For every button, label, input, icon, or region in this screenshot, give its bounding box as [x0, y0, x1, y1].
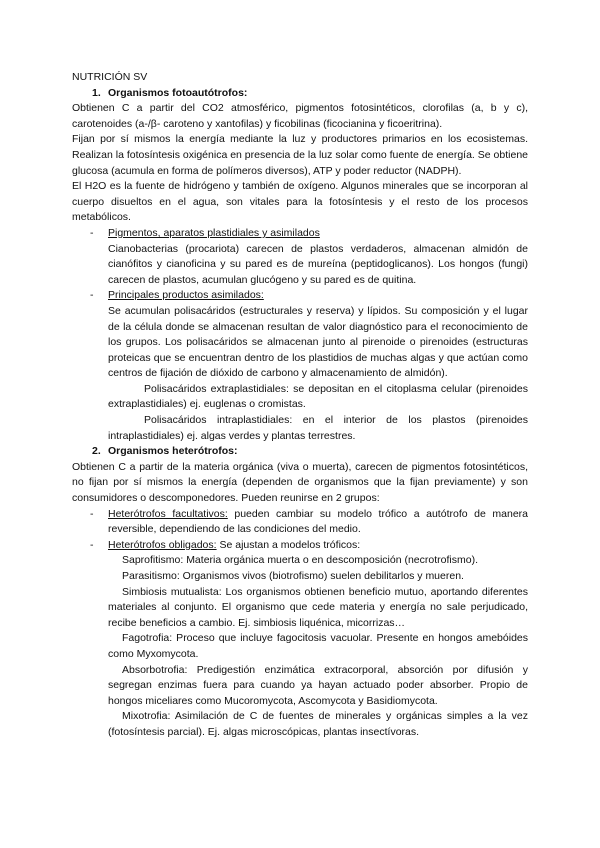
section-1-bullet-1 — [72, 226, 528, 242]
section-2-bullet-2 — [72, 538, 528, 554]
section-2-paragraph-1: Obtienen C a partir de la materia orgánica (viva o muerta), carecen de pigmentos fotosintéticos, no fijan por sí mismos la energía (dependen de organismos que la fijan previamente) y son consumidores o descomponedores. Pueden reunirse en 2 grupos: — [72, 460, 528, 505]
section-1-bullet-2-text: Se acumulan polisacáridos (estructurales y reserva) y lípidos. Su composición y el lugar de la célula donde se almacenan resultan de valor diagnóstico para el reconocimiento de los grupos. Los polisacáridos se almacenan junto al pirenoide o pirenoides (estructuras proteicas que se encuentran dentro de los plastidios de muchas algas y que actúan como centros de fijación de dióxido de carbono y almacenamiento de almidón). — [108, 304, 528, 380]
bullet-dash: - — [90, 289, 94, 302]
section-1-intraplastidial: Polisacáridos intraplastidiales: en el interior de los plastos (pirenoides intraplastidiales) ej. algas verdes y plantas terrestres. — [108, 414, 528, 442]
section-2-heading — [72, 444, 528, 460]
document-page — [72, 70, 528, 741]
trophic-model-mixotrofia: Mixotrofia: Asimilación de C de fuentes de minerales y orgánicas simples a la vez (fotosíntesis parcial). Ej. algas microscópicas, plantas insectívoras. — [108, 710, 528, 738]
section-1-heading — [72, 86, 528, 102]
trophic-model-parasitismo: Parasitismo: Organismos vivos (biotrofismo) suelen debilitarlos y mueren. — [122, 570, 464, 582]
bullet-label: Heterótrofos obligados: — [108, 538, 217, 551]
section-1-bullet-1-text: Cianobacterias (procariota) carecen de plastos verdaderos, almacenan almidón de cianófitos y cianoficina y su pared es de mureína (peptidoglicanos). Los hongos (fungi) carecen de plastos, acumulan glucógeno y su pared es de quitina. — [108, 242, 528, 286]
section-2-title: Organismos heterótrofos: — [108, 445, 238, 458]
bullet-label: Principales productos asimilados: — [108, 289, 264, 302]
trophic-model-fagotrofia: Fagotrofia: Proceso que incluye fagocitosis vacuolar. Presente en hongos amebóides como Myxomycota. — [108, 632, 528, 660]
section-1-paragraph-2: Fijan por sí mismos la energía mediante la luz y productores primarios en los ecosistemas. Realizan la fotosíntesis oxigénica en presencia de la luz solar como fuente de energía. Se obtiene glucosa (acumula en forma de polímeros diversos), ATP y poder reductor (NADPH). — [72, 133, 528, 177]
section-1-extraplastidial: Polisacáridos extraplastidiales: se depositan en el citoplasma celular (pirenoides extraplastidiales) ej. euglenas o cromistas. — [108, 382, 528, 411]
section-1-title: Organismos fotoautótrofos: — [108, 86, 248, 99]
section-2-bullet-1 — [72, 507, 528, 538]
trophic-model-saprofitismo: Saprofitismo: Materia orgánica muerta o en descomposición (necrotrofismo). — [122, 554, 478, 567]
trophic-model-simbiosis: Simbiosis mutualista: Los organismos obtienen beneficio mutuo, aportando diferentes materiales al conjunto. El organismo que cede materia y energía no sale perjudicado, recibe beneficios a cambio. Ej. simbiosis liquénica, micorrizas… — [108, 585, 528, 629]
trophic-model-absorbotrofia: Absorbotrofia: Predigestión enzimática extracorporal, absorción por difusión y segregan enzimas fuera para cuando ya hayan actuado poder absorber. Propio de hongos miceliares como Mucoromycota, Ascomycota y Basidiomycota. — [108, 663, 528, 707]
document-title: NUTRICIÓN SV — [72, 71, 148, 83]
bullet-dash: - — [90, 226, 94, 239]
bullet-dash: - — [90, 538, 94, 551]
bullet-text: pueden cambiar su modelo trófico a autótrofo de manera reversible, dependiendo de las condiciones del medio. — [108, 507, 528, 536]
section-2-number: 2. — [92, 445, 101, 458]
section-1-paragraph-1: Obtienen C a partir del CO2 atmosférico, pigmentos fotosintéticos, clorofilas (a, b y c), carotenoides (a-/β- caroteno y xantofilas) y ficobilinas (ficocianina y ficoeritrina). — [72, 102, 528, 130]
bullet-dash: - — [90, 507, 94, 520]
section-1-bullet-2 — [72, 288, 528, 304]
bullet-label: Pigmentos, aparatos plastidiales y asimilados — [108, 226, 320, 239]
section-1-paragraph-3: El H2O es la fuente de hidrógeno y también de oxígeno. Algunos minerales que se incorporan al cuerpo disueltos en el agua, son vitales para la fotosíntesis y el resto de los procesos metabólicos. — [72, 180, 528, 224]
bullet-label: Heterótrofos facultativos: — [108, 507, 228, 520]
bullet-text: Se ajustan a modelos tróficos: — [216, 538, 361, 551]
section-1-number: 1. — [92, 86, 101, 99]
